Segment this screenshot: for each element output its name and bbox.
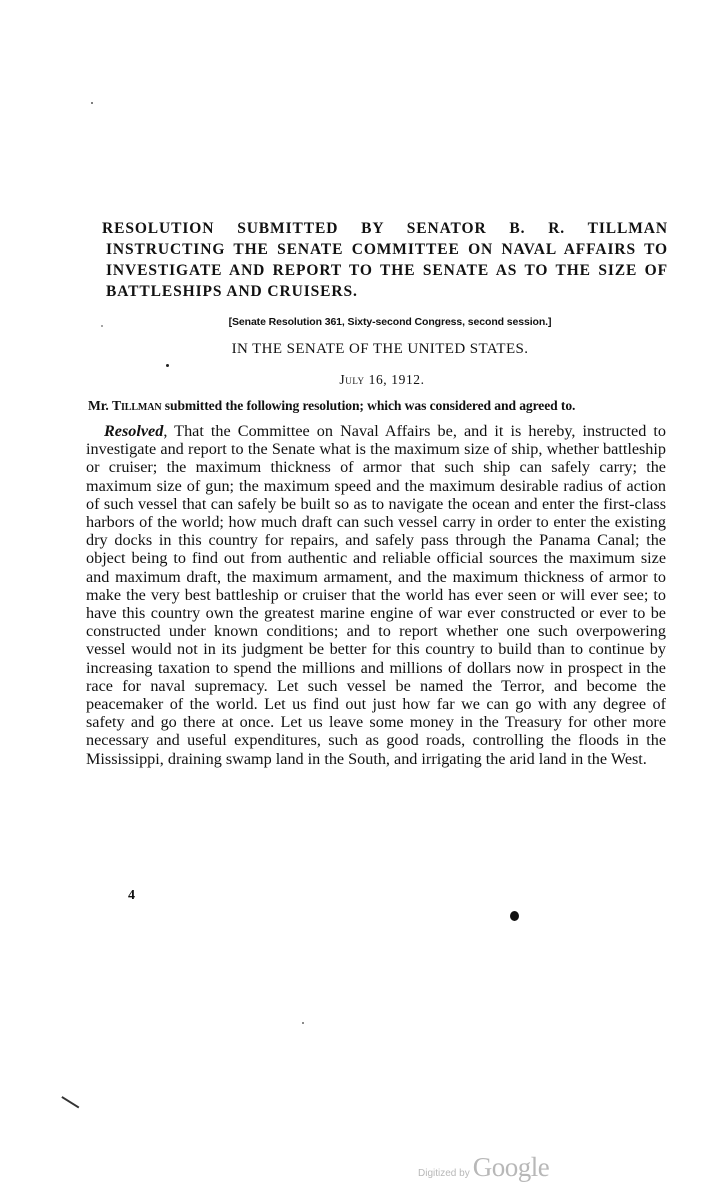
scan-speck xyxy=(91,102,93,104)
scan-speck xyxy=(302,1022,304,1024)
scan-speck xyxy=(510,911,519,921)
intro-line xyxy=(88,398,668,414)
resolved-lead: Resolved xyxy=(104,422,164,440)
digitized-watermark xyxy=(418,1152,549,1192)
resolution-body xyxy=(86,422,666,768)
document-title: RESOLUTION SUBMITTED BY SENATOR B. R. TILLMAN INSTRUCTING THE SENATE COMMITTEE ON NAVAL AFFAIRS TO INVESTIGATE AND REPORT TO THE SENATE AS TO THE SIZE OF BATTLESHIPS AND CRUISERS. xyxy=(102,220,668,300)
page-number: 4 xyxy=(128,888,135,903)
resolution-citation: [Senate Resolution 361, Sixty-second Congress, second session.] xyxy=(228,316,552,328)
chamber-heading: IN THE SENATE OF THE UNITED STATES. xyxy=(231,341,529,357)
scan-speck xyxy=(166,364,169,367)
intro-prefix: Mr. xyxy=(88,398,113,413)
google-logo: Google xyxy=(472,1152,550,1182)
resolution-date: July 16, 1912. xyxy=(339,372,425,387)
scan-speck xyxy=(101,325,103,327)
resolution-text: , That the Committee on Naval Affairs be, and it is hereby, instructed to investigate and report to the Senate what is the maximum size of ship, whether battleship or cruiser; the maximum thickness of armor that such ship can safely carry; the maximum size of gun; the maximum speed and the maximum desirable radius of action of such vessel that can safely be built so as to navigate the ocean and enter the first-class harbors of the world; how much draft can such vessel carry in order to enter the existing dry docks in this country for repairs, and safely pass through the Panama Canal; the object being to find out from authentic and reliable official sources the maximum size and maximum draft, the maximum armament, and the maximum thickness of armor to make the very best battleship or cruiser that the world has ever seen or will ever see; to have this country own the greatest marine engine of war ever constructed or ever to be constructed under known conditions; and to report whether one such overpowering vessel would not in its judgment be better for this country to build than to continue by increasing taxation to spend the millions and millions of dollars now in prospect in the race for naval supremacy. Let such vessel be named the Terror, and become the peacemaker of the world. Let us find out just how far we can go with any degree of safety and go there at once. Let us leave some money in the Treasury for other more necessary and useful expenditures, such as good roads, controlling the floods in the Mississippi, draining swamp land in the South, and irrigating the arid land in the West. xyxy=(86,422,666,768)
watermark-prefix: Digitized by xyxy=(418,1168,470,1179)
scan-scratch xyxy=(62,1096,80,1108)
intro-rest: submitted the following resolution; which was considered and agreed to. xyxy=(161,398,576,413)
senator-name: Tillman xyxy=(112,398,162,413)
